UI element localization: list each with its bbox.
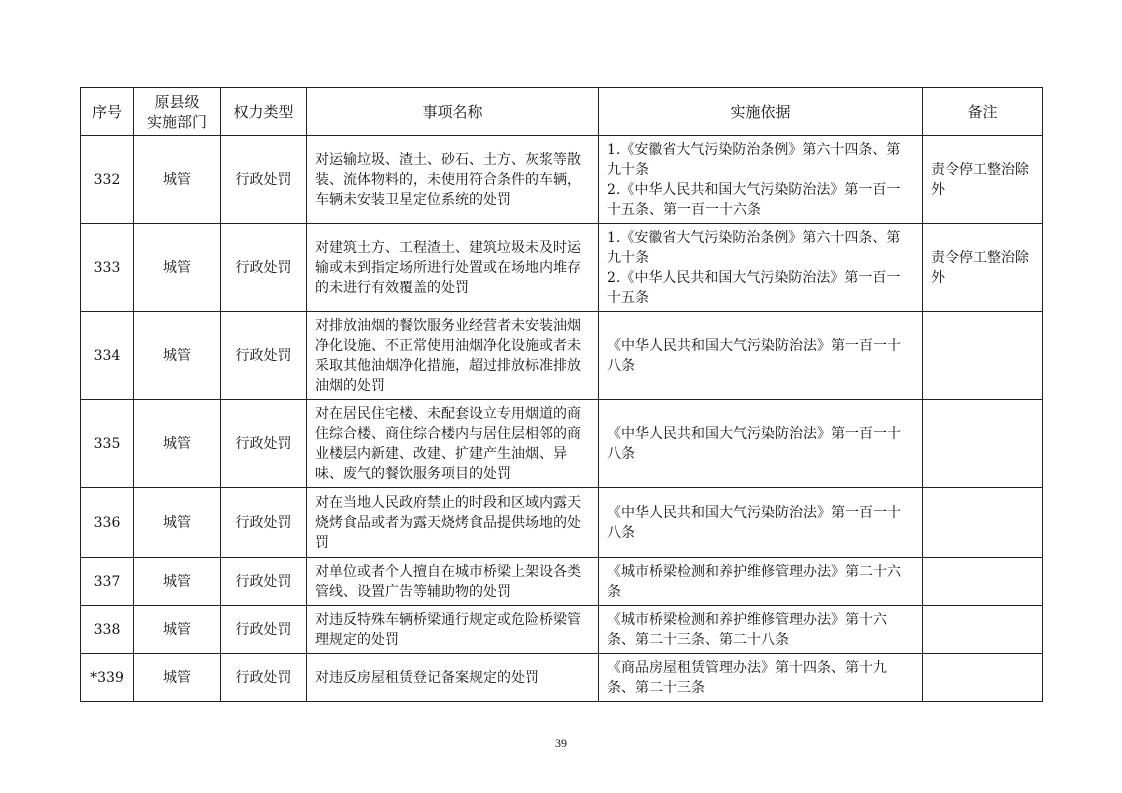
cell-note	[923, 654, 1043, 702]
cell-dept: 城管	[134, 488, 221, 558]
basis-line: 《中华人民共和国大气污染防治法》第一百一十八条	[607, 504, 901, 541]
header-type: 权力类型	[221, 88, 307, 136]
cell-dept: 城管	[134, 558, 221, 606]
basis-line: 1.《安徽省大气污染防治条例》第六十四条、第九十条	[607, 229, 901, 266]
basis-line: 《中华人民共和国大气污染防治法》第一百一十八条	[607, 337, 901, 374]
table-row	[81, 400, 1043, 488]
cell-basis	[599, 558, 923, 606]
cell-type: 行政处罚	[221, 488, 307, 558]
basis-line: 《城市桥梁检测和养护维修管理办法》第二十六条	[607, 563, 901, 600]
table-row	[81, 312, 1043, 400]
cell-item-name: 对排放油烟的餐饮服务业经营者未安装油烟净化设施、不正常使用油烟净化设施或者未采取其他油烟净化措施，超过排放标准排放油烟的处罚	[307, 312, 599, 400]
cell-basis	[599, 400, 923, 488]
header-basis: 实施依据	[599, 88, 923, 136]
basis-line: 2.《中华人民共和国大气污染防治法》第一百一十五条	[607, 269, 901, 306]
cell-seq: 338	[81, 606, 134, 654]
cell-type: 行政处罚	[221, 136, 307, 224]
cell-seq: 336	[81, 488, 134, 558]
table-row	[81, 558, 1043, 606]
table-row	[81, 606, 1043, 654]
cell-seq: 333	[81, 224, 134, 312]
cell-basis	[599, 606, 923, 654]
cell-basis	[599, 654, 923, 702]
cell-dept: 城管	[134, 606, 221, 654]
basis-line: 《中华人民共和国大气污染防治法》第一百一十八条	[607, 425, 901, 462]
header-dept	[134, 88, 221, 136]
cell-dept: 城管	[134, 312, 221, 400]
cell-note: 责令停工整治除外	[923, 224, 1043, 312]
cell-item-name: 对单位或者个人擅自在城市桥梁上架设各类管线、设置广告等辅助物的处罚	[307, 558, 599, 606]
cell-note: 责令停工整治除外	[923, 136, 1043, 224]
cell-dept: 城管	[134, 654, 221, 702]
cell-type: 行政处罚	[221, 312, 307, 400]
cell-item-name: 对在当地人民政府禁止的时段和区域内露天烧烤食品或者为露天烧烤食品提供场地的处罚	[307, 488, 599, 558]
cell-seq: 334	[81, 312, 134, 400]
cell-note	[923, 400, 1043, 488]
cell-item-name: 对在居民住宅楼、未配套设立专用烟道的商住综合楼、商住综合楼内与居住层相邻的商业楼层内新建、改建、扩建产生油烟、异味、废气的餐饮服务项目的处罚	[307, 400, 599, 488]
cell-item-name: 对违反房屋租赁登记备案规定的处罚	[307, 654, 599, 702]
enforcement-items-table	[80, 87, 1043, 702]
basis-line: 《商品房屋租赁管理办法》第十四条、第十九条、第二十三条	[607, 659, 887, 696]
table-row	[81, 488, 1043, 558]
header-seq: 序号	[81, 88, 134, 136]
table-row	[81, 136, 1043, 224]
header-note: 备注	[923, 88, 1043, 136]
cell-basis	[599, 312, 923, 400]
cell-note	[923, 312, 1043, 400]
table-row	[81, 654, 1043, 702]
header-dept-label: 原县级 实施部门	[146, 92, 207, 131]
cell-seq: 335	[81, 400, 134, 488]
cell-basis	[599, 136, 923, 224]
header-name: 事项名称	[307, 88, 599, 136]
basis-line: 《城市桥梁检测和养护维修管理办法》第十六条、第二十三条、第二十八条	[607, 611, 887, 648]
cell-note	[923, 488, 1043, 558]
cell-dept: 城管	[134, 224, 221, 312]
cell-item-name: 对违反特殊车辆桥梁通行规定或危险桥梁管理规定的处罚	[307, 606, 599, 654]
cell-item-name: 对建筑土方、工程渣土、建筑垃圾未及时运输或未到指定场所进行处置或在场地内堆存的未进行有效覆盖的处罚	[307, 224, 599, 312]
header-row	[81, 88, 1043, 136]
cell-type: 行政处罚	[221, 400, 307, 488]
cell-note	[923, 558, 1043, 606]
basis-line: 1.《安徽省大气污染防治条例》第六十四条、第九十条	[607, 141, 901, 178]
cell-dept: 城管	[134, 400, 221, 488]
cell-seq: *339	[81, 654, 134, 702]
cell-type: 行政处罚	[221, 654, 307, 702]
cell-type: 行政处罚	[221, 558, 307, 606]
cell-type: 行政处罚	[221, 606, 307, 654]
cell-item-name: 对运输垃圾、渣土、砂石、土方、灰浆等散装、流体物料的，未使用符合条件的车辆，车辆未安装卫星定位系统的处罚	[307, 136, 599, 224]
cell-dept: 城管	[134, 136, 221, 224]
cell-seq: 332	[81, 136, 134, 224]
cell-type: 行政处罚	[221, 224, 307, 312]
basis-line: 2.《中华人民共和国大气污染防治法》第一百一十五条、第一百一十六条	[607, 181, 901, 218]
cell-basis	[599, 224, 923, 312]
cell-seq: 337	[81, 558, 134, 606]
table-row	[81, 224, 1043, 312]
cell-basis	[599, 488, 923, 558]
page-number: 39	[555, 736, 567, 750]
cell-note	[923, 606, 1043, 654]
